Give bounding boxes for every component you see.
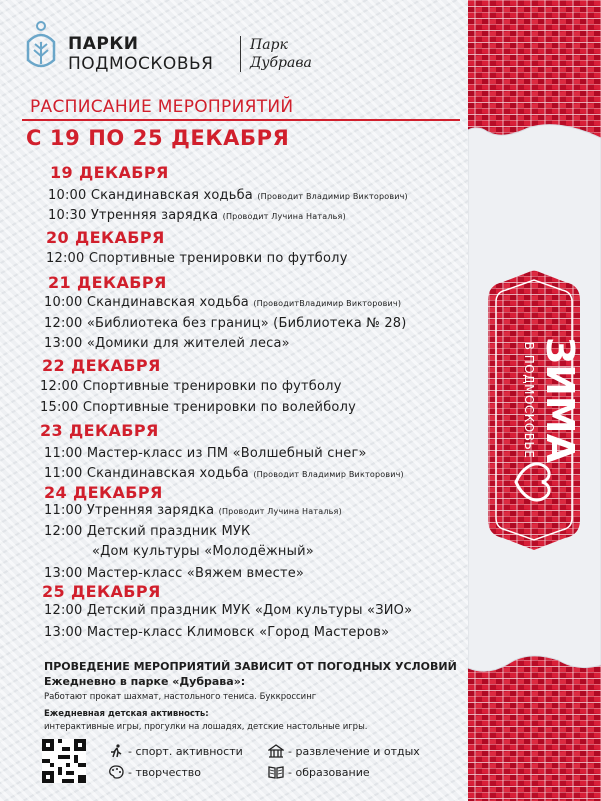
event-title: «Домики для жителей леса» xyxy=(86,336,290,351)
event-title: Детский праздник МУК «Дом культуры «ЗИО» xyxy=(86,603,413,618)
brand-subtitle: ПОДМОСКОВЬЯ xyxy=(68,54,214,74)
park-logo-line2: Дубрава xyxy=(250,55,312,71)
park-logo-line1: Парк xyxy=(250,37,288,53)
event-time: 13:00 xyxy=(44,336,83,351)
event-time: 10:30 xyxy=(48,208,87,223)
park-logo xyxy=(250,36,312,72)
banner-text-group xyxy=(522,337,582,464)
legend-label: - творчество xyxy=(128,765,202,779)
event-row xyxy=(44,446,367,461)
legend-label: - спорт. активности xyxy=(128,744,243,758)
event-time: 12:00 xyxy=(46,251,85,266)
event-row xyxy=(44,625,389,640)
qr-code-icon[interactable] xyxy=(42,739,86,783)
kids-title: Ежедневная детская активность: xyxy=(44,709,209,719)
event-host: (Проводит Лучина Наталья) xyxy=(222,212,346,221)
event-row xyxy=(44,316,407,331)
event-time: 13:00 xyxy=(44,625,83,640)
running-person-icon xyxy=(108,744,124,758)
weather-notice: ПРОВЕДЕНИЕ МЕРОПРИЯТИЙ ЗАВИСИТ ОТ ПОГОДНЫХ УСЛОВИЙ xyxy=(44,660,457,673)
legend-label: - образование xyxy=(288,765,370,779)
event-title: Скандинавская ходьба xyxy=(86,295,249,310)
event-title: Мастер-класс из ПМ «Волшебный снег» xyxy=(86,446,367,461)
event-time: 12:00 xyxy=(44,524,83,539)
event-host: (Проводит Владимир Викторович) xyxy=(253,470,404,479)
event-row xyxy=(44,603,412,618)
event-row xyxy=(48,208,346,223)
event-time: 12:00 xyxy=(44,316,83,331)
event-title: «Дом культуры «Молодёжный» xyxy=(92,544,314,559)
legend-item-education xyxy=(268,765,370,779)
event-title: Скандинавская ходьба xyxy=(86,466,249,481)
day-heading: 21 ДЕКАБРЯ xyxy=(48,273,167,292)
event-row xyxy=(44,524,251,539)
event-row xyxy=(40,400,356,415)
event-time: 11:00 xyxy=(44,466,83,481)
page-title: РАСПИСАНИЕ МЕРОПРИЯТИЙ xyxy=(30,97,294,117)
event-row xyxy=(44,295,401,310)
palette-icon xyxy=(108,765,124,779)
date-range: С 19 ПО 25 ДЕКАБРЯ xyxy=(26,126,290,150)
theater-icon xyxy=(268,744,284,758)
banner-subtitle: В ПОДМОСКОВЬЕ xyxy=(522,341,536,459)
event-title: Мастер-класс «Вяжем вместе» xyxy=(86,566,305,581)
brand-title: ПАРКИ xyxy=(68,34,139,54)
event-row xyxy=(44,566,304,581)
legend-item-sport xyxy=(108,744,243,758)
day-heading: 24 ДЕКАБРЯ xyxy=(44,483,163,502)
banner-title: ЗИМА xyxy=(538,336,582,464)
legend-item-creativity xyxy=(108,765,201,779)
title-underline xyxy=(22,119,460,121)
event-title: Мастер-класс Климовск «Город Мастеров» xyxy=(86,625,390,640)
book-icon xyxy=(268,765,284,779)
event-row xyxy=(44,466,404,481)
event-host: (Проводит Лучина Наталья) xyxy=(218,507,342,516)
event-title: Детский праздник МУК xyxy=(86,524,251,539)
event-row xyxy=(48,188,408,203)
event-title: Спортивные тренировки по волейболу xyxy=(82,400,356,415)
event-time: 12:00 xyxy=(40,379,79,394)
daily-text: Работают прокат шахмат, настольного тениса. Буккроссинг xyxy=(44,692,317,702)
event-time: 11:00 xyxy=(44,446,83,461)
event-time: 10:00 xyxy=(48,188,87,203)
parks-logo-icon xyxy=(22,20,60,72)
day-heading: 25 ДЕКАБРЯ xyxy=(42,582,161,601)
event-host: (ПроводитВладимир Викторович) xyxy=(253,299,402,308)
day-heading: 20 ДЕКАБРЯ xyxy=(46,228,165,247)
event-row xyxy=(40,379,342,394)
event-title: Спортивные тренировки по футболу xyxy=(82,379,342,394)
kids-text: интерактивные игры, прогулки на лошадях, детские настольные игры. xyxy=(44,722,368,732)
day-heading: 19 ДЕКАБРЯ xyxy=(50,163,169,182)
winter-banner xyxy=(468,0,601,801)
event-time: 11:00 xyxy=(44,503,83,518)
daily-title: Ежедневно в парке «Дубрава»: xyxy=(44,675,246,688)
event-title: Утренняя зарядка xyxy=(90,208,219,223)
event-row xyxy=(92,544,314,559)
day-heading: 23 ДЕКАБРЯ xyxy=(40,421,159,440)
event-row xyxy=(46,251,348,266)
event-title: «Библиотека без границ» (Библиотека № 28) xyxy=(86,316,407,331)
event-row xyxy=(44,503,342,518)
event-time: 13:00 xyxy=(44,566,83,581)
event-time: 10:00 xyxy=(44,295,83,310)
event-time: 15:00 xyxy=(40,400,79,415)
event-time: 12:00 xyxy=(44,603,83,618)
day-heading: 22 ДЕКАБРЯ xyxy=(42,356,161,375)
event-title: Утренняя зарядка xyxy=(86,503,215,518)
event-row xyxy=(44,336,290,351)
legend-item-leisure xyxy=(268,744,420,758)
legend-label: - развлечение и отдых xyxy=(288,744,420,758)
brand-divider xyxy=(240,36,241,72)
event-title: Спортивные тренировки по футболу xyxy=(88,251,348,266)
event-host: (Проводит Владимир Викторович) xyxy=(257,192,408,201)
event-title: Скандинавская ходьба xyxy=(90,188,253,203)
